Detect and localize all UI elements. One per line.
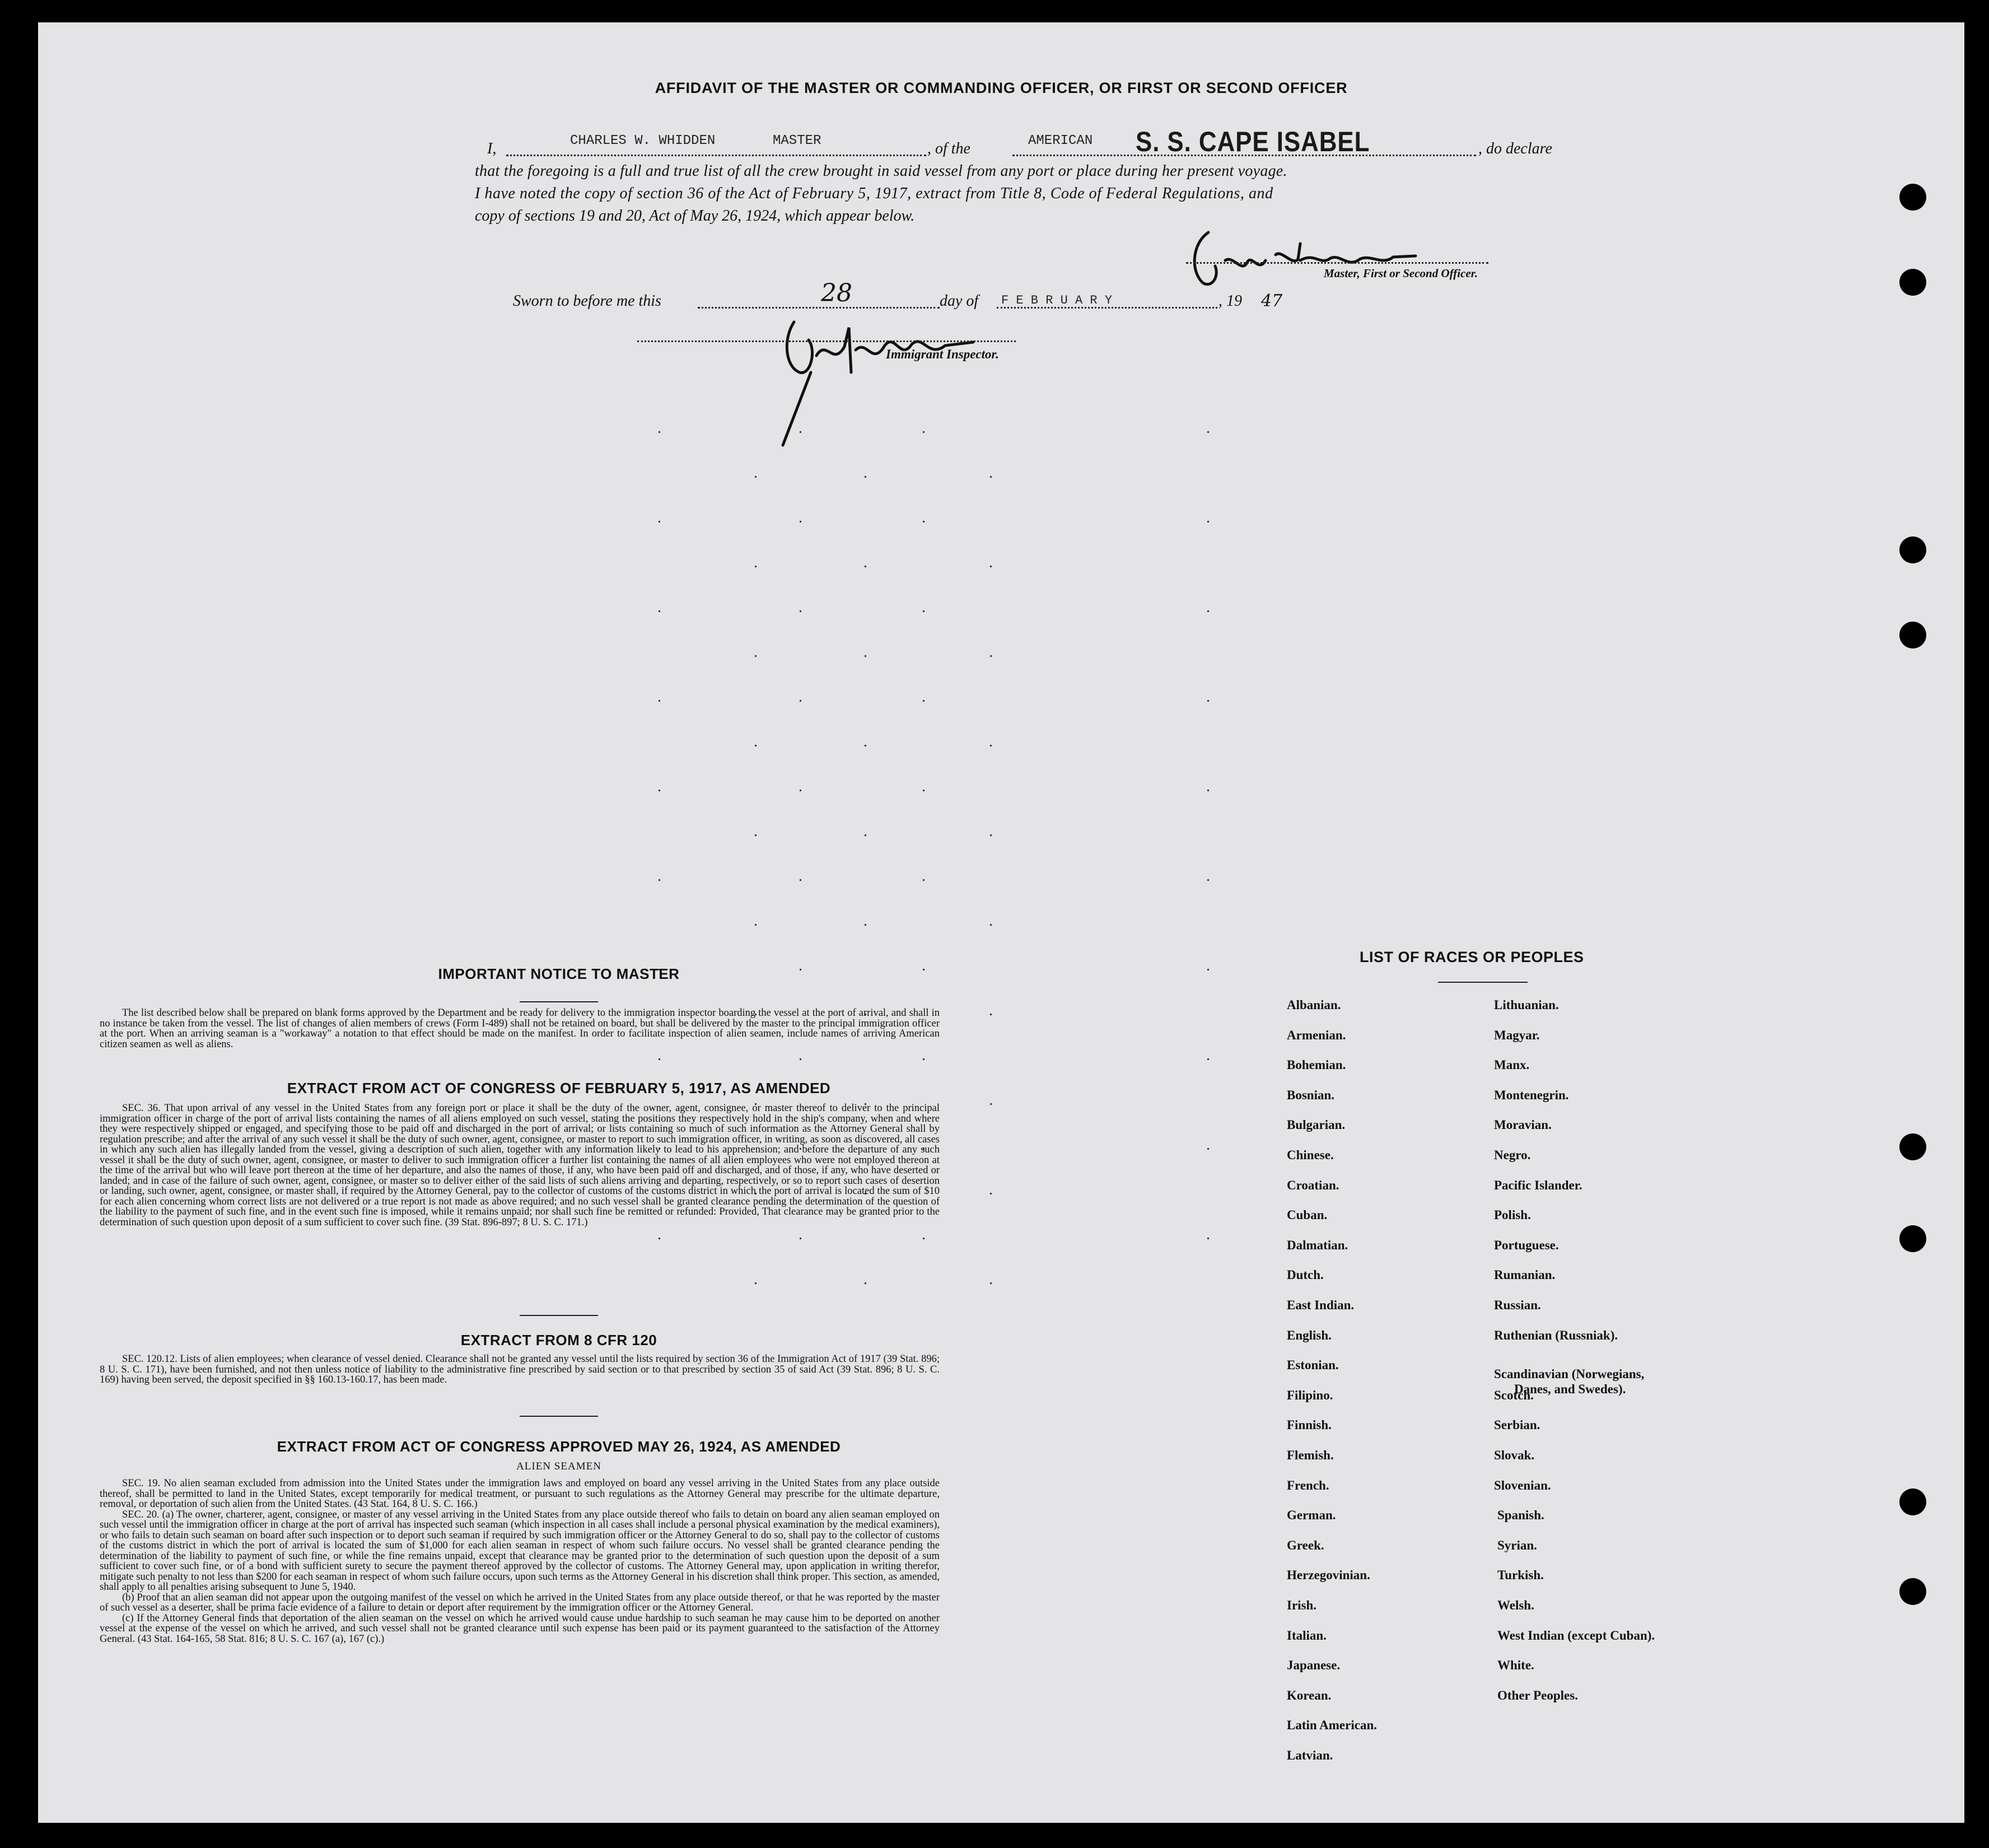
sworn-day: 28 (821, 279, 852, 307)
leader-dot (755, 566, 757, 567)
leader-dot (800, 790, 801, 791)
race-item: Ruthenian (Russniak). (1494, 1328, 1618, 1342)
punch-hole (1899, 1133, 1926, 1160)
leader-dot (865, 476, 866, 478)
race-item: Serbian. (1494, 1418, 1540, 1432)
race-item: Syrian. (1497, 1538, 1537, 1552)
leader-dot (755, 476, 757, 478)
year-prefix: , 19 (1218, 292, 1242, 310)
race-item: Moravian. (1494, 1118, 1552, 1132)
extract-cfr-title: EXTRACT FROM 8 CFR 120 (460, 1332, 657, 1348)
leader-dot (865, 924, 866, 926)
race-item: Polish. (1494, 1208, 1531, 1222)
race-item: Scotch. (1494, 1388, 1534, 1402)
race-item: Slovak. (1494, 1448, 1535, 1462)
race-item: Latin American. (1287, 1718, 1377, 1733)
extract-1924-subtitle: ALIEN SEAMEN (516, 1460, 601, 1472)
race-item: Other Peoples. (1497, 1688, 1578, 1702)
extract-1924-sec20b: (b) Proof that an alien seaman did not appear upon the outgoing manifest of the vessel on which he arrived in the United States from any place outside thereof, or that he was reported by the master of such vessel as a deserter, shall be prima facie evidence of a failure to detain or deport after requirement by the immigration officer or the Attorney General. (100, 1592, 940, 1613)
race-item: Finnish. (1287, 1418, 1332, 1432)
vessel-name-stamp: S. S. CAPE ISABEL (1136, 126, 1370, 157)
leader-dot (923, 610, 925, 612)
races-rule (1438, 982, 1528, 983)
race-item: Flemish. (1287, 1448, 1334, 1462)
declaration-line-1: that the foregoing is a full and true list of all the crew brought in said vessel from any port or place during her present voyage. (475, 162, 1287, 180)
race-item: German. (1287, 1508, 1336, 1523)
race-item: Scandinavian (Norwegians, (1494, 1367, 1645, 1382)
leader-dot (990, 1014, 992, 1015)
officer-name: CHARLES W. WHIDDEN (570, 133, 716, 148)
race-item: Rumanian. (1494, 1268, 1556, 1282)
inspector-signature (760, 305, 1007, 451)
leader-dot (923, 431, 925, 433)
race-item: Chinese. (1287, 1148, 1334, 1162)
cfr-rule-top (520, 1315, 598, 1316)
race-item: Korean. (1287, 1688, 1332, 1702)
notice-rule (520, 1001, 598, 1002)
leader-dot (923, 790, 925, 791)
extract-1924-sec20a: SEC. 20. (a) The owner, charterer, agent, consignee, or master of any vessel arriving in the United States from any place outside thereof who fails to detain on board any alien seaman employed on such vessel until the immigration officer in charge at the port of arrival has inspected such seaman (which inspection in all cases shall include a personal physical examination by the medical examiners), or who fails to detain such seaman on board after such inspection or to deport such seaman if required by such immigration officer or the Attorney General to do so, shall pay to the collector of customs of the customs district in which the port of arrival is located the sum of $1,000 for each alien seaman in respect of whom such failure occurs. No vessel shall be granted clearance pending the determination of the liability to payment of such fine, or while the fine remains unpaid, except that clearance may be granted prior to the determination of such question upon the deposit of a sum sufficient to cover such fine, or of a bond with sufficient surety to secure the payment thereof approved by the collector of customs. The Attorney General may, upon application in writing therefor, mitigate such penalty to not less than $200 for each seaman in respect of whom such failure occurs, upon such terms as the Attorney General in his discretion shall think proper. This section, as amended, shall apply to all penalties arising subsequent to June 5, 1940. (100, 1509, 940, 1593)
i-label: I, (487, 140, 497, 157)
leader-dot (1207, 521, 1209, 522)
races-title: LIST OF RACES OR PEOPLES (1360, 949, 1584, 965)
race-item: Magyar. (1494, 1028, 1540, 1042)
leader-dot (923, 1058, 925, 1060)
race-item: Irish. (1287, 1598, 1317, 1612)
leader-dot (1207, 790, 1209, 791)
notice-body (100, 1008, 940, 1049)
sworn-month: F E B R U A R Y (1001, 293, 1113, 307)
affidavit-title: AFFIDAVIT OF THE MASTER OR COMMANDING OFFICER, OR FIRST OR SECOND OFFICER (655, 80, 1348, 96)
leader-dot (1207, 1148, 1209, 1150)
leader-dot (659, 790, 660, 791)
punch-hole (1899, 1488, 1926, 1515)
race-item: Dutch. (1287, 1268, 1324, 1282)
race-item: Spanish. (1497, 1508, 1544, 1523)
race-item: Bosnian. (1287, 1088, 1335, 1102)
race-item: Dalmatian. (1287, 1238, 1348, 1252)
leader-dot (990, 745, 992, 746)
punch-hole (1899, 1225, 1926, 1252)
leader-dot (1207, 700, 1209, 702)
leader-dot (990, 924, 992, 926)
race-item: Danes, and Swedes). (1514, 1382, 1626, 1397)
leader-dot (800, 1238, 801, 1239)
leader-dot (990, 1193, 992, 1194)
race-item: Albanian. (1287, 998, 1341, 1012)
race-item: Slovenian. (1494, 1478, 1551, 1492)
leader-dot (800, 431, 801, 433)
leader-dot (990, 1282, 992, 1284)
extract-1924-sec19: SEC. 19. No alien seaman excluded from admission into the United States under the immigration laws and employed on board any vessel arriving in the United States from any place outside thereof, shall be permitted to land in the United States, except temporarily for medical treatment, or pursuant to such regulations as the Attorney General may prescribe for the ultimate departure, removal, or deportation of such alien from the United States. (43 Stat. 164, 8 U. S. C. 166.) (100, 1478, 940, 1510)
race-item: Manx. (1494, 1058, 1530, 1072)
extract-cfr-text: SEC. 120.12. Lists of alien employees; when clearance of vessel denied. Clearance shall not be granted any vessel until the lists required by section 36 of the Immigration Act of 1917 (39 Stat. 896; 8 U. S. C. 171), have been furnished, and not then unless notice of liability to the administrative fine prescribed by said section or to that prescribed by section 35 of said Act (39 Stat. 896; 8 U. S. C. 169) having been served, the deposit specified in §§ 160.13-160.17, has been made. (100, 1354, 940, 1385)
of-the-label: , of the (927, 140, 970, 157)
master-caption: Master, First or Second Officer. (1324, 267, 1478, 280)
leader-dot (1207, 879, 1209, 881)
notice-text: The list described below shall be prepared on blank forms approved by the Department and be ready for delivery to the immigration inspector boarding the vessel at the port of arrival, and shall in no instance be taken from the vessel. The list of changes of alien members of crews (Form I-489) shall not be retained on board, but shall be delivered by the master to the principal immigration officer at the port. When an arriving seaman is a "workaway" a notation to that effect should be made on the manifest. In order to facilitate inspection of alien seamen, include names of arriving American citizen seamen as well as aliens. (100, 1007, 940, 1050)
leader-dot (755, 745, 757, 746)
race-item: Lithuanian. (1494, 998, 1559, 1012)
1924-rule-top (520, 1416, 598, 1417)
master-signature (1180, 221, 1472, 294)
leader-dot (755, 834, 757, 836)
leader-dot (659, 610, 660, 612)
leader-dot (865, 834, 866, 836)
leader-dot (800, 700, 801, 702)
inspector-signature-line (637, 340, 1016, 342)
extract-1917-body (100, 1103, 940, 1228)
race-item: Bulgarian. (1287, 1118, 1346, 1132)
leader-dot (755, 924, 757, 926)
leader-dot (659, 1058, 660, 1060)
leader-dot (659, 431, 660, 433)
declaration-line-2: I have noted the copy of section 36 of the Act of February 5, 1917, extract from Title 8, Code of Federal Regulations, and (475, 185, 1273, 202)
race-item: Japanese. (1287, 1658, 1341, 1673)
extract-1924-body (100, 1478, 940, 1644)
leader-dot (923, 700, 925, 702)
leader-dot (1207, 1058, 1209, 1060)
extract-1917-text: SEC. 36. That upon arrival of any vessel in the United States from any foreign port or place it shall be the duty of the owner, agent, consignee, or master thereof to deliver to the principal immigration officer in charge of the port of arrival lists containing the names of all aliens employed on such vessel, stating the positions they respectively hold in the ship's company, when and where they were respectively shipped or engaged, and specifying those to be paid off and discharged in the port of arrival; or lists containing so much of such information as the Attorney General shall by regulation prescribe; and after the arrival of any such vessel it shall be the duty of such owner, agent, consignee, or master to report to such immigration officer, in writing, as soon as discovered, all cases in which any such alien has illegally landed from the vessel, giving a description of such alien, together with any information likely to lead to his apprehension; and before the departure of any such vessel it shall be the duty of such owner, agent, consignee, or master to deliver to such immigration officer a further list containing the names of all alien employees who were not employed thereon at the time of the arrival but who will leave port thereon at the time of her departure, and also the names of those, if any, who have been paid off and discharged, and of those, if any, who have deserted or landed; and in case of the failure of such owner, agent, consignee, or master so to deliver either of the said lists of such aliens arriving and departing, respectively, or so to report such cases of desertion or landing, such owner, agent, consignee, or master shall, if required by the Attorney General, pay to the collector of customs of the customs district in which the port of arrival is located the sum of $10 for each alien concerning whom correct lists are not delivered or a true report is not made as above required; and no such vessel shall be granted clearance pending the determination of the question of the liability to the payment of such fine, and in the event such fine is imposed, while it remains unpaid; nor shall such fine be remitted or refunded: Provided, That clearance may be granted prior to the determination of such question upon deposit of a sum sufficient to cover such fine. (39 Stat. 896-897; 8 U. S. C. 171.) (100, 1103, 940, 1228)
leader-dot (1207, 431, 1209, 433)
leader-dot (659, 521, 660, 522)
extract-1917-title: EXTRACT FROM ACT OF CONGRESS OF FEBRUARY 5, 1917, AS AMENDED (287, 1080, 831, 1096)
punch-hole (1899, 184, 1926, 211)
inspector-caption: Immigrant Inspector. (886, 347, 999, 361)
race-item: West Indian (except Cuban). (1497, 1628, 1655, 1642)
race-item: Montenegrin. (1494, 1088, 1569, 1102)
officer-rank: MASTER (773, 133, 821, 148)
leader-dot (865, 745, 866, 746)
race-item: Croatian. (1287, 1178, 1339, 1192)
leader-dot (1207, 610, 1209, 612)
leader-dot (800, 879, 801, 881)
race-item: Estonian. (1287, 1358, 1339, 1373)
race-item: English. (1287, 1328, 1332, 1342)
race-item: Welsh. (1497, 1598, 1534, 1612)
document-page (38, 22, 1964, 1823)
race-item: Turkish. (1497, 1568, 1544, 1583)
do-declare-label: , do declare (1478, 140, 1552, 157)
extract-cfr-body (100, 1354, 940, 1385)
leader-dot (990, 655, 992, 657)
leader-dot (923, 521, 925, 522)
extract-1924-title: EXTRACT FROM ACT OF CONGRESS APPROVED MAY 26, 1924, AS AMENDED (277, 1438, 841, 1455)
leader-dot (923, 879, 925, 881)
race-item: Latvian. (1287, 1748, 1333, 1762)
race-item: Italian. (1287, 1628, 1327, 1642)
leader-dot (800, 521, 801, 522)
leader-dot (865, 566, 866, 567)
extract-1924-sec20c: (c) If the Attorney General finds that deportation of the alien seaman on the vessel on which he arrived would cause undue hardship to such seaman he may cause him to be deported on another vessel at the expense of the vessel on which he arrived, and such vessel shall not be granted clearance until such expense has been paid or its payment guaranteed to the satisfaction of the Attorney General. (43 Stat. 164-165, 58 Stat. 816; 8 U. S. C. 167 (a), 167 (c).) (100, 1612, 940, 1645)
punch-hole (1899, 622, 1926, 648)
race-item: Russian. (1494, 1298, 1541, 1312)
race-item: Portuguese. (1494, 1238, 1559, 1252)
race-item: Bohemian. (1287, 1058, 1346, 1072)
race-item: Greek. (1287, 1538, 1324, 1552)
race-item: Filipino. (1287, 1388, 1333, 1402)
race-item: White. (1497, 1658, 1534, 1673)
notice-title: IMPORTANT NOTICE TO MASTER (438, 965, 680, 982)
race-item: Pacific Islander. (1494, 1178, 1582, 1192)
leader-dot (800, 1058, 801, 1060)
day-of-label: day of (940, 292, 979, 310)
race-item: French. (1287, 1478, 1329, 1492)
race-item: Cuban. (1287, 1208, 1328, 1222)
leader-dot (990, 834, 992, 836)
leader-dot (865, 655, 866, 657)
officer-name-line (506, 155, 926, 156)
race-item: Negro. (1494, 1148, 1531, 1162)
race-item: Armenian. (1287, 1028, 1346, 1042)
master-signature-line (1186, 262, 1488, 264)
leader-dot (659, 1238, 660, 1239)
leader-dot (800, 610, 801, 612)
leader-dot (990, 476, 992, 478)
leader-dot (755, 1282, 757, 1284)
punch-hole (1899, 536, 1926, 563)
race-item: East Indian. (1287, 1298, 1355, 1312)
leader-dot (1207, 1238, 1209, 1239)
leader-dot (755, 655, 757, 657)
punch-hole (1899, 269, 1926, 296)
race-item: Herzegovinian. (1287, 1568, 1370, 1583)
punch-hole (1899, 1578, 1926, 1605)
leader-dot (923, 1238, 925, 1239)
leader-dot (990, 1103, 992, 1105)
declaration-line-3: copy of sections 19 and 20, Act of May 26, 1924, which appear below. (475, 207, 915, 225)
sworn-label: Sworn to before me this (513, 292, 661, 310)
leader-dot (865, 1282, 866, 1284)
leader-dot (659, 700, 660, 702)
leader-dot (990, 566, 992, 567)
leader-dot (659, 879, 660, 881)
leader-dot (1207, 969, 1209, 970)
nationality: AMERICAN (1028, 133, 1093, 148)
year-suffix: 47 (1261, 291, 1283, 311)
